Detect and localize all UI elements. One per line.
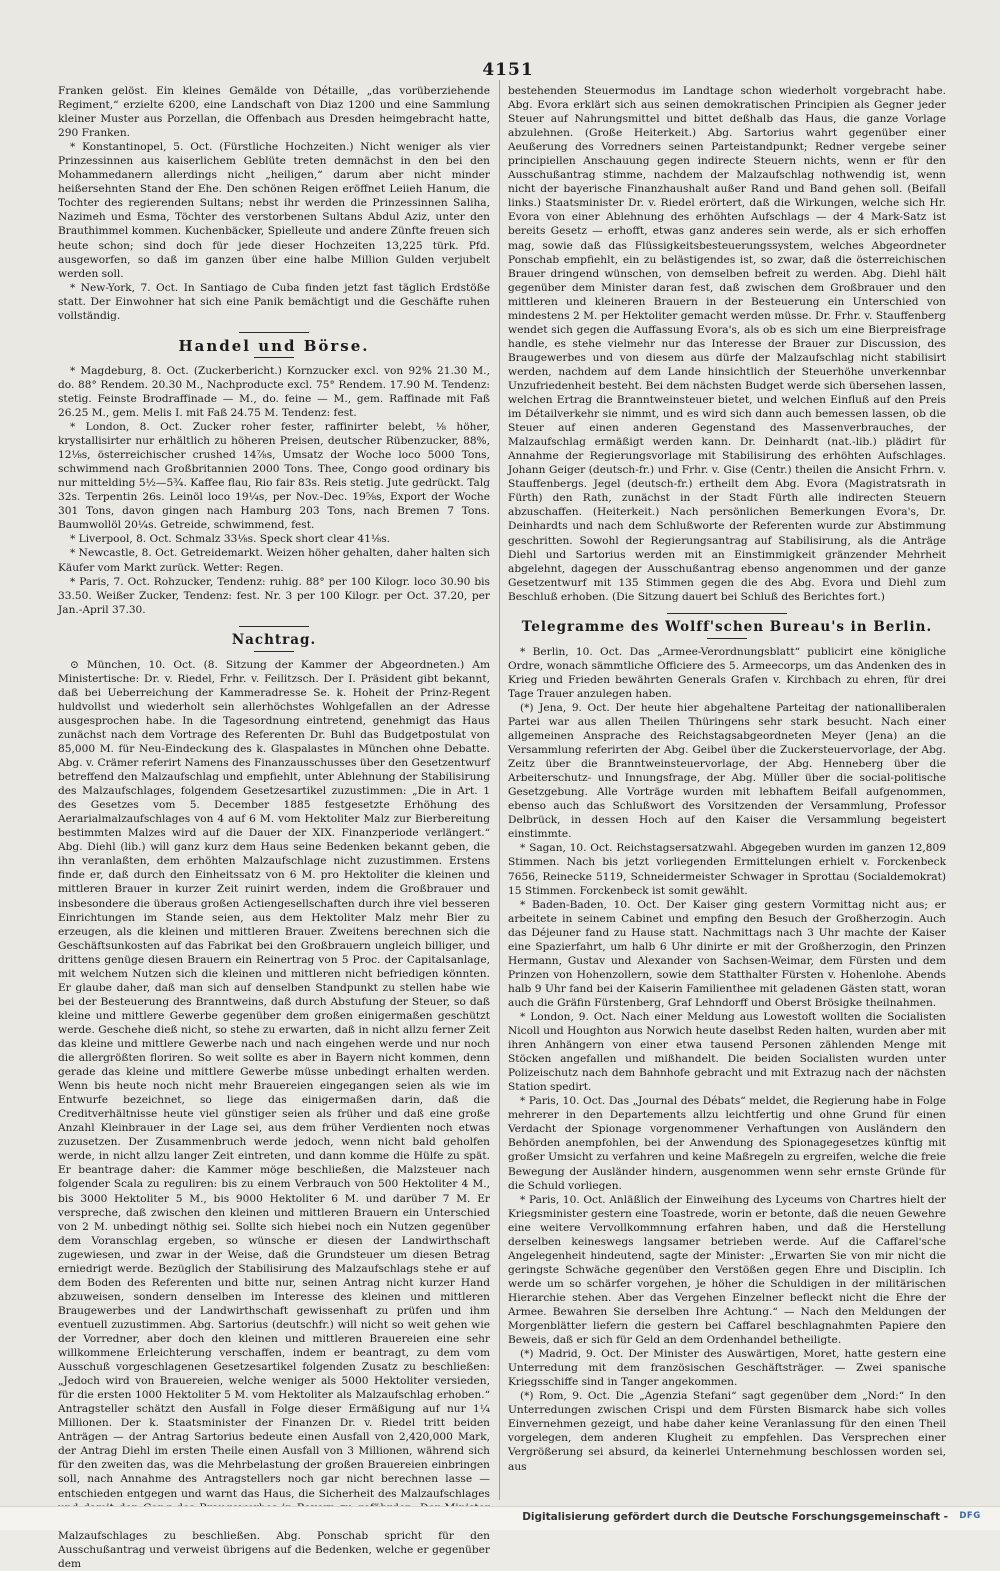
article-paragraph: Franken gelöst. Ein kleines Gemälde von Détaille, „das vorüberziehende Regiment,“ erzielte 6200, eine Landschaft von Diaz 1200 und eine Sammlung kleiner Muster aus Porzellan, die Offenbach aus Dresden heimgebracht hatte, 290 Franken. xyxy=(58,85,490,140)
article-paragraph: ⊙ München, 10. Oct. (8. Sitzung der Kammer der Abgeordneten.) Am Ministertische: Dr. v. Riedel, Frhr. v. Feilitzsch. Der I. Präsident gibt bekannt, daß bei Ueberreichung der Kammeradresse Se. k. Hoheit der Prinz-Regent huldvollst und wiederholt sein allerhöchstes Wohlgefallen an der Adresse ausgesprochen habe. In die Tagesordnung eintretend, genehmigt das Haus zunächst nach dem Vortrage des Referenten Dr. Buhl das Budgetpostulat von 85,000 M. für Neu-Eindeckung des k. Glaspalastes in München ohne Debatte. Abg. v. Crämer referirt Namens des Finanzausschusses über den Gesetzentwurf betreffend den Malzaufschlag und empfiehlt, unter Ablehnung der Stabilisirung des Malzaufschlages, folgendem Gesetzesartikel zuzustimmen: „Die in Art. 1 des Gesetzes vom 5. December 1885 festgesetzte Erhöhung des Aerarialmalzaufschlages von 4 auf 6 M. vom Hektoliter Malz zur Bierbereitung bestimmten Malzes wird auf die Dauer der XIX. Finanzperiode verlängert.“ Abg. Diehl (lib.) will ganz kurz dem Haus seine Bedenken bekannt geben, die ihn veranlaßten, dem erhöhten Malzaufschlage nicht zuzustimmen. Erstens finde er, daß durch den Einheitssatz von 6 M. pro Hektoliter die kleinen und mittleren Brauer in kurzer Zeit ruinirt werden, indem die Großbrauer und insbesondere die überaus großen Actiengesellschaften durch ihre viel besseren Einrichtungen im Stande seien, aus dem Hektoliter Malz mehr Bier zu erzeugen, als die kleinen und mittleren Brauer. Zweitens berechnen sich die Geschäftsunkosten auf das Fabrikat bei den Großbrauern ungleich billiger, und drittens genüge diesen Brauern ein Reinertrag von 5 Proc. der Capitalsanlage, mit welchem Nutzen sich die kleinen und mittleren nicht befriedigen könnten. Er glaube daher, daß man sich auf denselben Standpunkt zu stellen habe wie bei der Besteuerung des Branntweins, daß durch Abstufung der Steuer, so daß kleine und mittlere Gewerbe gegenüber dem großen einigermaßen geschützt werde. Geschehe dieß nicht, so stehe zu erwarten, daß in nicht allzu ferner Zeit das kleine und mittlere Gewerbe nach und nach eingehen werde und nur noch die allergrößten floriren. So weit sollte es aber in Bayern nicht kommen, denn gerade das kleine und mittlere Gewerbe müsse unbedingt erhalten werden. Wenn bis heute noch nicht mehr Brauereien eingegangen seien als wie im Entwurfe bezeichnet, so liege das einigermaßen darin, daß die Creditverhältnisse heute viel günstiger seien als früher und daß eine große Anzahl Kleinbrauer in der Lage sei, aus dem früher Verdienten noch etwas zuzusetzen. Der Zusammenbruch werde jedoch, wenn nicht bald geholfen werde, in nicht allzu langer Zeit eintreten, und dann komme die Hülfe zu spät. Er beantrage daher: die Kammer möge beschließen, die Malzsteuer nach folgender Scala zu reguliren: bis zu einem Verbrauch von 500 Hektoliter 4 M., bis 3000 Hektoliter 5 M., bis 9000 Hektoliter 6 M. und darüber 7 M. Er verspreche, daß zwischen den kleinen und mittleren Brauern ein Unterschied von 2 M. unbedingt nöthig sei. Sollte sich hiebei noch ein Nutzen gegenüber dem Voranschlag ergeben, so wünsche er diesen der Landwirthschaft zugewiesen, und zwar in der Weise, daß die Grundsteuer um diesen Betrag erniedrigt werde. Bezüglich der Stabilisirung des Malzaufschlags stehe er auf dem Boden des Referenten und bitte nur, seinen Antrag nicht kurzer Hand abzuweisen, sondern denselben im Interesse des kleinen und mittleren Braugewerbes und der Landwirthschaft gewissenhaft zu prüfen und ihm eventuell zuzustimmen. Abg. Sartorius (deutschfr.) will nicht so weit gehen wie der Vorredner, aber doch den kleinen und mittleren Brauereien eine sehr willkommene Erleichterung verschaffen, indem er beantragt, zu dem vom Ausschuß vorgeschlagenen Gesetzesartikel folgenden Zusatz zu beschließen: „Jedoch wird von Brauereien, welche weniger als 5000 Hektoliter versieden, für die ersten 1000 Hektoliter 5 M. vom Hektoliter als Malzaufschlag erhoben.“ Antragsteller schätzt den Ausfall in Folge dieser Ermäßigung auf nur 1¼ Millionen. Der k. Staatsminister der Finanzen Dr. v. Riedel tritt beiden Anträgen — der Antrag Sartorius bedeute einen Ausfall von 2,420,000 Mark, der Antrag Diehl im ersten Theile einen Ausfall von 3 Millionen, während sich für den zweiten das, was die Mehrbelastung der großen Brauereien einbringen soll, nach Annahme des Antragstellers noch gar nicht berechnen lasse — entschieden entgegen und warnt das Haus, die Sicherheit des Malzaufschlages Malzaufschlages zu beschließen. Abg. Ponschab spricht für den Ausschußantrag und verweist übrigens auf die Bedenken, welche er gegenüber dem xyxy=(58,658,490,1570)
article-paragraph: * Liverpool, 8. Oct. Schmalz 33⅛s. Speck short clear 41⅛s. xyxy=(70,533,391,546)
section-heading-nachtrag: Nachtrag. xyxy=(231,631,317,648)
section-rule xyxy=(254,357,294,358)
column-divider xyxy=(499,80,500,1500)
article-paragraph: bestehenden Steuermodus im Landtage schon wiederholt vorgebracht habe. Abg. Evora erklärt sich aus seinen demokratischen Principien als Gegner jeder Steuer auf Nahrungsmittel und bittet deßhalb das Haus, die ganze Vorlage abzulehnen. (Große Heiterkeit.) Abg. Sartorius wahrt gegenüber einer Aeußerung des Vorredners seinen Parteistandpunkt; Redner vergebe seiner principiellen Anschauung gegen indirecte Steuern nichts, wenn er für den Ausschußantrag stimme, nachdem der Malzaufschlag nothwendig ist, wenn nicht der bayerische Finanzhaushalt außer Rand und Band gehen soll. (Beifall links.) Staatsminister Dr. v. Riedel erörtert, daß die Wirkungen, welche sich Hr. Evora von einer Ablehnung des erhöhten Aufschlags — der 4 Mark-Satz ist bereits Gesetz — erhofft, etwas ganz anderes sein werde, als er sich erhoffen mag, sowie daß das Flüssigkeitsbesteuerungssystem, welches Abgeordneter Ponschab empfiehlt, ein zu belästigendes ist, so zwar, daß die österreichischen Brauer dringend wünschen, von demselben befreit zu werden. Abg. Diehl hält gegenüber dem Minister daran fest, daß zwischen dem Großbrauer und den mittleren und kleineren Brauern in der Besteuerung ein Unterschied von mindestens 2 M. per Hektoliter gemacht werden müsse. Dr. Frhr. v. Stauffenberg wendet sich gegen die Auffassung Evora's, als ob es sich um eine Bierpreisfrage handle, es stehe vielmehr nur das Interesse der Brauer zur Discussion, des Braugewerbes und von diesem aus dürfe der Malzaufschlag nicht stabilisirt werden, nachdem auf dem Lande hinsichtlich der Steuerhöhe unverkennbar Unzufriedenheit besteht. Bei dem nächsten Budget werde sich übersehen lassen, welchen Ertrag die Branntweinsteuer bietet, und welchen Einfluß auf den Preis im Détailverkehr sie nimmt, und es wird sich dann auch bemessen lassen, ob die Steuer auf einen anderen Gegenstand des Massenverbrauches, der Malzaufschlag ermäßigt werden kann. Dr. Deinhardt (nat.-lib.) plädirt für Annahme der Regierungsvorlage mit Stabilisirung des erhöhten Aufschlages. Johann Geiger (deutsch-fr.) und Frhr. v. Gise (Centr.) theilen die Ansicht Frhrn. v. Stauffenbergs. Jegel (deutsch-fr.) ertheilt dem Abg. Evora (Magistratsrath in Fürth) den Rath, zunächst in der Stadt Fürth alle indirecten Steuern abzuschaffen. (Heiterkeit.) Nach persönlichen Bemerkungen Evora's, Dr. Deinhardts und nach dem Schlußworte der Referenten wurde zur Abstimmung geschritten. Sowohl der Regierungsantrag auf Stabilisirung, als die Anträge Diehl und Sartorius werden mit an Einstimmigkeit gränzender Mehrheit abgelehnt, dagegen der Ausschußantrag ebenso angenommen und der ganze Gesetzentwurf mit 135 Stimmen gegen die des Abg. Evora und Diehl zum Beschluß erhoben. (Die Sitzung dauert bei Schluß des Berichtes fort.) xyxy=(508,85,946,603)
section-rule xyxy=(254,651,294,652)
article-paragraph: (*) Rom, 9. Oct. Die „Agenzia Stefani“ sagt gegenüber dem „Nord:“ In den Unterredungen zwischen Crispi und dem Fürsten Bismarck habe sich volles Einvernehmen gezeigt, und habe daher keine Veranlassung für den einen Theil vorgelegen, dem anderen Klugheit zu empfehlen. Das Versprechen einer Vergrößerung sei absurd, da keinerlei Unternehmung beschlossen worden sei, aus xyxy=(508,1390,946,1473)
article-paragraph: * Baden-Baden, 10. Oct. Der Kaiser ging gestern Vormittag nicht aus; er arbeitete in seinem Cabinet und empfing den Besuch der Großherzogin. Auch das Déjeuner fand zu Hause statt. Nachmittags nach 3 Uhr machte der Kaiser eine Spazierfahrt, um halb 6 Uhr dinirte er mit der Großherzogin, den Prinzen Hermann, Gustav und Alexander von Sachsen-Weimar, dem Fürsten und dem Prinzen von Hohenzollern, sowie dem Statthalter Fürsten v. Hohenlohe. Abends halb 9 Uhr fand bei der Kaiserin Familienthee mit geladenen Gästen statt, woran auch die Gräfin Fürstenberg, Graf Lehndorff und Oberst Brösigke theilnahmen. xyxy=(508,898,946,1009)
article-paragraph: * Magdeburg, 8. Oct. (Zuckerbericht.) Kornzucker excl. von 92% 21.30 M., do. 88° Rendem. 20.30 M., Nachproducte excl. 75° Rendem. 17.90 M. Tendenz: stetig. Feinste Brodraffinade — M., do. feine — M., gem. Raffinade mit Faß 26.25 M., gem. Melis I. mit Faß 24.75 M. Tendenz: fest. xyxy=(58,364,490,419)
article-paragraph: (*) Jena, 9. Oct. Der heute hier abgehaltene Parteitag der nationalliberalen Partei war aus allen Theilen Thüringens sehr stark besucht. Nach einer allgemeinen Ansprache des Reichstagsabgeordneten Meyer (Jena) an die Versammlung referirten der Abg. Geibel über die Zuckersteuervorlage, der Abg. Zeitz über die Branntweinsteuervorlage, der Abg. Henneberg über die Arbeiterschutz- und Innungsfrage, der Abg. Müller über die social-politische Gesetzgebung. Alle Vorträge wurden mit lebhaftem Beifall aufgenommen, ebenso auch das Schlußwort des Vorsitzenden der Versammlung, Professor Delbrück, in dessen Hoch auf den Kaiser die Versammlung begeistert einstimmte. xyxy=(508,701,946,841)
page-number: 4151 xyxy=(482,60,534,80)
article-paragraph: (*) Madrid, 9. Oct. Der Minister des Auswärtigen, Moret, hatte gestern eine Unterredung mit dem französischen Geschäftsträger. — Zwei spanische Kriegsschiffe sind in Tanger angekommen. xyxy=(508,1348,946,1389)
article-paragraph: * Konstantinopel, 5. Oct. (Fürstliche Hochzeiten.) Nicht weniger als vier Prinzessinnen aus kaiserlichem Geblüte treten demnächst in den bei den Mohammedanern allerdings nicht „heiligen,“ darum aber nicht minder heißersehnten Stand der Ehe. Den schönen Reigen eröffnet Leiieh Hanum, die Tochter des regierenden Sultans; nebst ihr werden die Prinzessinnen Saliha, Nazimeh und Esma, Töchter des verstorbenen Sultans Abdul Aziz, unter den Brauthimmel kommen. Kuchenbäcker, Spielleute und andere Zünfte freuen sich heute schon; sind doch für jede dieser Hochzeiten 13,225 türk. Pfd. ausgeworfen, so daß im ganzen über eine halbe Million Gulden verjubelt werden soll. xyxy=(58,141,490,280)
article-paragraph: * Berlin, 10. Oct. Das „Armee-Verordnungsblatt“ publicirt eine königliche Ordre, wonach sämmtliche Officiere des 5. Armeecorps, um das Andenken des in Krieg und Frieden bewährten Generals Grafen v. Kirchbach zu ehren, für drei Tage Trauer anzulegen haben. xyxy=(508,645,946,700)
left-column xyxy=(58,84,490,1570)
footer-credit: Digitalisierung gefördert durch die Deutsche Forschungsgemeinschaft - xyxy=(522,1511,948,1523)
article-paragraph: * London, 8. Oct. Zucker roher fester, raffinirter belebt, ⅛ höher, krystallisirter nur erhältlich zu höheren Preisen, deutscher Rübenzucker, 88%, 12⅛s, österreichischer crushed 14⅞s, Umsatz der Woche loco 5000 Tons, schwimmend nach Großbritannien 2000 Tons. Thee, Congo good ordinary bis nur mittelding 5½—5¾. Kaffee flau, Rio fair 83s. Reis stetig. Jute gedrückt. Talg 32s. Terpentin 26s. Leinöl loco 19¼s, per Nov.-Dec. 19⅝s, Export der Woche 301 Tons, davon gingen nach Hamburg 203 Tons, nach Bremen 7 Tons. Baumwollöl 20¼s. Getreide, schwimmend, fest. xyxy=(58,421,490,532)
section-rule xyxy=(667,613,787,614)
article-paragraph: * Paris, 7. Oct. Rohzucker, Tendenz: ruhig. 88° per 100 Kilogr. loco 30.90 bis 33.50. Weißer Zucker, Tendenz: fest. Nr. 3 per 100 Kilogr. per Oct. 37.20, per Jan.-April 37.30. xyxy=(58,575,490,616)
article-paragraph: * London, 9. Oct. Nach einer Meldung aus Lowestoft wollten die Socialisten Nicoll und Houghton aus Norwich heute daselbst Reden halten, wurden aber mit ihren Anhängern von einer etwa tausend Personen zählenden Menge mit Stöcken angefallen und mißhandelt. Die beiden Socialisten wurden unter Polizeischutz nach dem Bahnhofe gebracht und mit Extrazug nach der nächsten Station spedirt. xyxy=(508,1011,946,1094)
article-paragraph: * New-York, 7. Oct. In Santiago de Cuba finden jetzt fast täglich Erdstöße statt. Der Einwohner hat sich eine Panik bemächtigt und die Geschäfte ruhen vollständig. xyxy=(58,281,490,322)
section-heading-telegramme: Telegramme des Wolff'schen Bureau's in Berlin. xyxy=(521,618,933,635)
article-paragraph: * Sagan, 10. Oct. Reichstagsersatzwahl. Abgegeben wurden im ganzen 12,809 Stimmen. Nach bis jetzt vorliegenden Ermittelungen erhielt v. Forckenbeck 7656, Reinecke 5119, Schneidermeister Schwager in Sprottau (Socialdemokrat) 15 Stimmen. Forckenbeck ist somit gewählt. xyxy=(508,842,946,897)
article-paragraph: * Newcastle, 8. Oct. Getreidemarkt. Weizen höher gehalten, daher halten sich Käufer vom Markt zurück. Wetter: Regen. xyxy=(58,547,490,574)
section-rule xyxy=(707,638,747,639)
section-heading-handel: Handel und Börse. xyxy=(178,336,370,355)
article-paragraph: * Paris, 10. Oct. Anläßlich der Einweihung des Lyceums von Chartres hielt der Kriegsminister gestern eine Toastrede, worin er betonte, daß die neuen Gewehre eine weitere Vervollkommnung erfahren haben, und daß die Herstellung derselben keineswegs langsamer betrieben werde. Auf die Caffarel'sche Angelegenheit hindeutend, sagte der Minister: „Erwarten Sie von mir nicht die geringste Schwäche gegenüber den Verstößen gegen Ehre und Disciplin. Ich werde um so schärfer vorgehen, je höher die Schuldigen in der militärischen Hierarchie stehen. Aber das Vergehen Einzelner befleckt nicht die Ehre der Armee. Bewahren Sie derselben Ihre Achtung.“ — Nach den Meldungen der Morgenblätter liefern die gestern bei Caffarel beschlagnahmten Papiere den Beweis, daß er sich für Geld an dem Ordenhandel betheiligte. xyxy=(508,1193,946,1347)
dfg-logo: DFG xyxy=(959,1511,981,1521)
right-column xyxy=(508,84,946,1502)
section-rule xyxy=(239,626,309,627)
section-rule xyxy=(239,332,309,333)
article-paragraph: * Paris, 10. Oct. Das „Journal des Débats“ meldet, die Regierung habe in Folge mehrerer in den Departements allzu leichtfertig und ohne Grund für einen Verdacht der Spionage vorgenommener Verhaftungen von Ausländern den Behörden anempfohlen, bei der Anwendung des Spionagegesetzes künftig mit großer Umsicht zu verfahren und keine Maßregeln zu ergreifen, welche die freie Bewegung der Ausländer hindern, ausgenommen wenn sehr ernste Gründe für die Schuld vorliegen. xyxy=(508,1095,946,1192)
